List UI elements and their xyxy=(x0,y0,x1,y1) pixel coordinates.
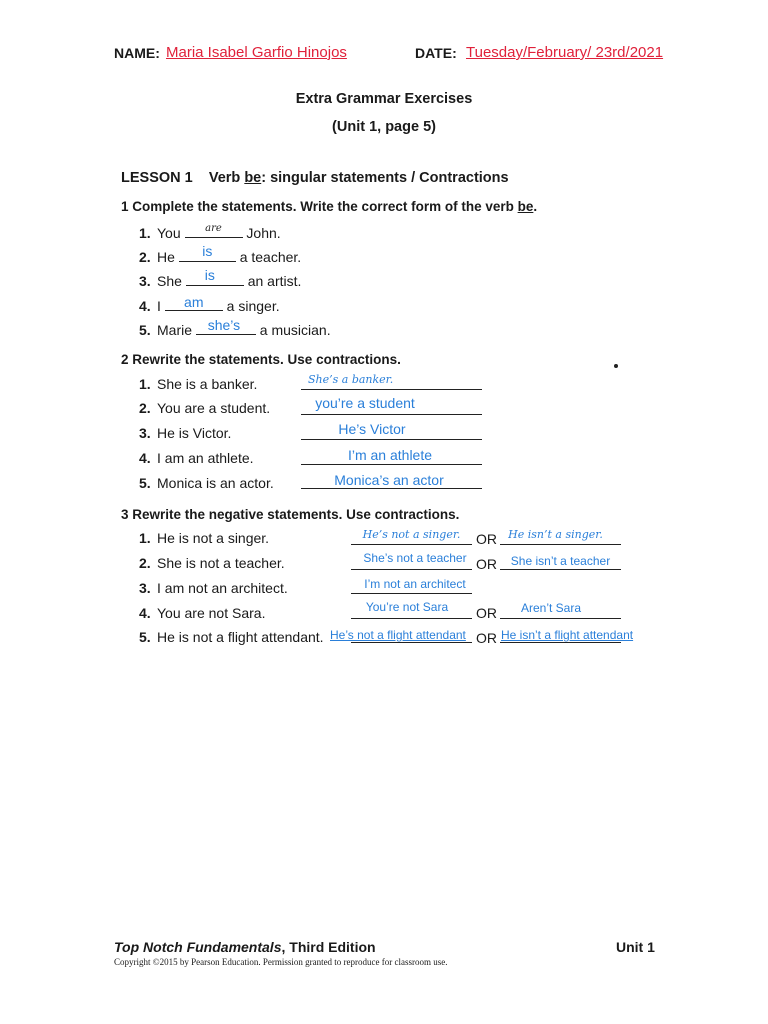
ex3-item-5 xyxy=(139,629,324,645)
item-text: Monica is an actor. xyxy=(157,475,274,491)
answer-blank[interactable] xyxy=(185,223,243,238)
lesson-heading xyxy=(121,170,509,186)
item-number: 3. xyxy=(139,580,151,596)
handwritten-answer: She’s a banker. xyxy=(308,373,394,386)
item-text: an artist. xyxy=(247,273,302,289)
ex2-item-1 xyxy=(139,376,257,392)
ex1-item-3 xyxy=(139,267,302,289)
ex1-item-5 xyxy=(139,317,331,338)
typed-answer: is xyxy=(204,267,215,283)
exercise-2-instruction: 2 Rewrite the statements. Use contractions. xyxy=(121,352,401,367)
book-edition: , Third Edition xyxy=(281,939,376,955)
item-text: She is not a teacher. xyxy=(157,555,285,571)
ex2-item-3 xyxy=(139,425,231,441)
book-title: Top Notch Fundamentals xyxy=(114,939,282,955)
ex1-item-4 xyxy=(139,296,280,314)
ex1-item-2 xyxy=(139,243,302,265)
ex3-item-2 xyxy=(139,555,285,571)
ex3-item-1 xyxy=(139,530,269,546)
handwritten-answer: are xyxy=(205,223,222,234)
exercise-1-instruction xyxy=(121,199,537,214)
name-label: NAME: xyxy=(114,45,160,61)
item-text: You are a student. xyxy=(157,400,271,416)
item-number: 5. xyxy=(139,322,151,338)
item-text: He xyxy=(157,249,175,265)
item-text: You are not Sara. xyxy=(157,605,266,621)
typed-answer: Monica’s an actor xyxy=(334,472,444,488)
page-title: Extra Grammar Exercises xyxy=(295,91,473,107)
handwritten-answer: He isn’t a singer. xyxy=(508,528,603,541)
item-text: You xyxy=(157,225,181,241)
ex1-item-1 xyxy=(139,223,281,241)
ex1-instruction-text: 1 Complete the statements. Write the correct form of the verb xyxy=(121,199,514,214)
typed-answer: she’s xyxy=(207,317,241,333)
typed-answer: am xyxy=(184,294,204,310)
answer-blank[interactable] xyxy=(165,296,223,311)
ex2-item-5 xyxy=(139,475,274,491)
answer-blank[interactable] xyxy=(196,317,256,335)
item-text: Marie xyxy=(157,322,193,338)
item-text: I xyxy=(157,298,161,314)
typed-answer: I’m not an architect xyxy=(364,577,466,591)
unit-label: Unit 1 xyxy=(616,939,655,955)
item-number: 2. xyxy=(139,400,151,416)
or-label: OR xyxy=(476,531,497,547)
item-number: 4. xyxy=(139,450,151,466)
item-number: 1. xyxy=(139,376,151,392)
item-text: He is not a singer. xyxy=(157,530,270,546)
item-number: 5. xyxy=(139,629,151,645)
date-label: DATE: xyxy=(415,45,457,61)
answer-blank[interactable] xyxy=(186,267,244,286)
typed-answer: Aren’t Sara xyxy=(520,601,582,615)
item-text: I am an athlete. xyxy=(157,450,254,466)
book-title-line xyxy=(114,939,376,955)
typed-answer: He isn’t a flight attendant xyxy=(501,628,634,642)
ex3-item-4 xyxy=(139,605,265,621)
typed-answer: She isn’t a teacher xyxy=(510,554,611,568)
typed-answer: He’s Victor xyxy=(338,421,406,437)
item-text: She is a banker. xyxy=(157,376,258,392)
ex3-item-3 xyxy=(139,580,288,596)
or-label: OR xyxy=(476,556,497,572)
item-text: a musician. xyxy=(259,322,331,338)
handwritten-answer: He’s not a singer. xyxy=(362,528,461,541)
item-number: 5. xyxy=(139,475,151,491)
typed-answer: She’s not a teacher xyxy=(363,551,467,565)
item-text: I am not an architect. xyxy=(157,580,288,596)
or-label: OR xyxy=(476,630,497,646)
lesson-topic: : singular statements / Contractions xyxy=(261,170,509,186)
exercise-3-instruction: 3 Rewrite the negative statements. Use contractions. xyxy=(121,507,460,522)
typed-answer: you’re a student xyxy=(315,395,415,411)
ex2-item-4 xyxy=(139,450,254,466)
typed-answer: You’re not Sara xyxy=(365,600,449,614)
or-label: OR xyxy=(476,605,497,621)
item-text: She xyxy=(157,273,182,289)
item-number: 4. xyxy=(139,298,151,314)
item-number: 1. xyxy=(139,225,151,241)
item-number: 4. xyxy=(139,605,151,621)
lesson-number: LESSON 1 xyxy=(121,170,193,186)
student-name: Maria Isabel Garfio Hinojos xyxy=(166,44,347,61)
ex1-instruction-be: be xyxy=(517,199,534,214)
ex2-item-2 xyxy=(139,400,270,416)
copyright-notice: Copyright ©2015 by Pearson Education. Permission granted to reproduce for classroom use. xyxy=(114,957,448,967)
item-number: 2. xyxy=(139,555,151,571)
item-number: 3. xyxy=(139,425,151,441)
item-number: 2. xyxy=(139,249,151,265)
typed-answer: I’m an athlete xyxy=(347,447,433,463)
date-value: Tuesday/February/ 23rd/2021 xyxy=(466,44,664,61)
item-number: 3. xyxy=(139,273,151,289)
item-text: a teacher. xyxy=(239,249,302,265)
stray-dot xyxy=(614,364,618,368)
page-subtitle: (Unit 1, page 5) xyxy=(332,119,436,135)
typed-answer: is xyxy=(202,243,213,259)
item-number: 1. xyxy=(139,530,151,546)
item-text: a singer. xyxy=(226,298,280,314)
typed-answer: He’s not a flight attendant xyxy=(330,628,466,642)
lesson-verb-word: Verb xyxy=(208,170,241,186)
answer-blank[interactable] xyxy=(179,243,236,262)
item-text: He is Victor. xyxy=(157,425,232,441)
lesson-be-word: be xyxy=(244,170,262,186)
item-text: He is not a flight attendant. xyxy=(157,629,324,645)
ex1-instruction-period: . xyxy=(533,199,538,214)
item-text: John. xyxy=(246,225,281,241)
